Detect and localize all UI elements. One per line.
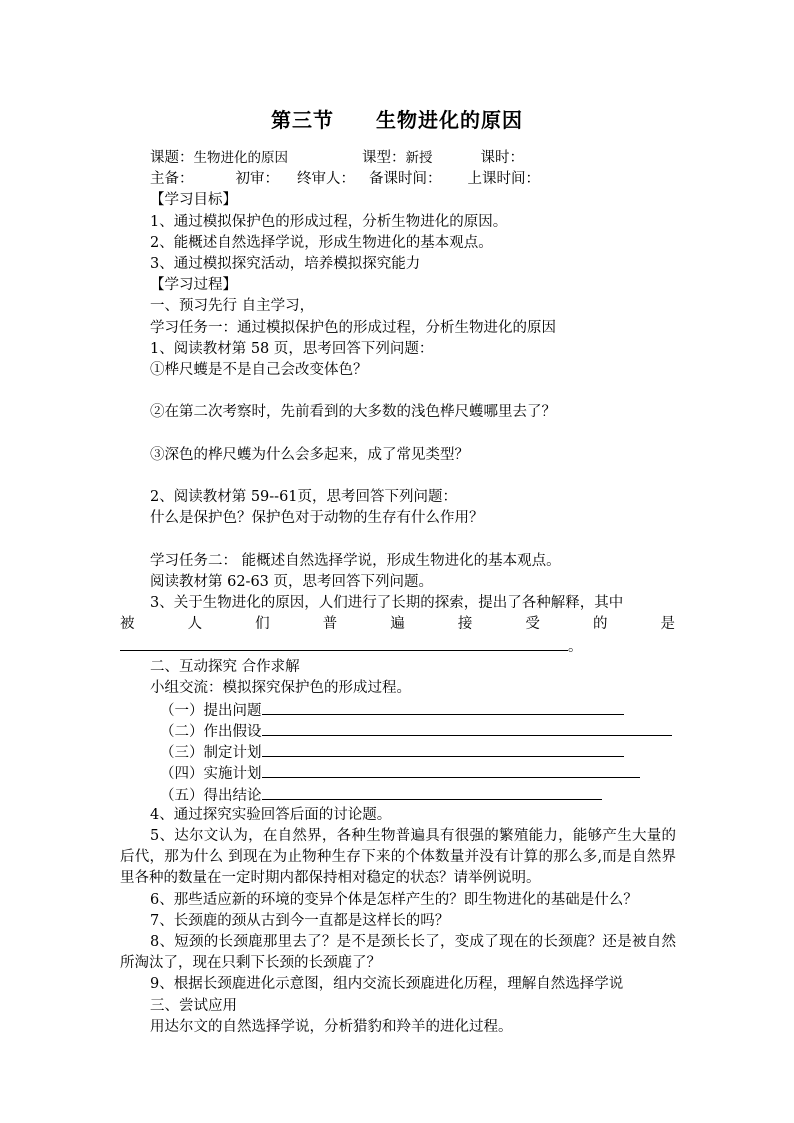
inquiry-step-1 — [120, 699, 680, 720]
read-instruction-1: 1、阅读教材第 58 页，思考回答下列问题： — [150, 340, 434, 357]
step-3-blank[interactable] — [262, 741, 624, 757]
question-evolution-cause: 3、关于生物进化的原因，人们进行了长期的探索，提出了各种解释，其中 — [150, 594, 624, 611]
type-label: 课型： — [362, 150, 406, 166]
class-time-label: 上课时间： — [467, 171, 540, 188]
spread-char: 的 — [592, 616, 608, 633]
question-1: ①桦尺蠖是不是自己会改变体色？ — [150, 361, 368, 378]
topic-label: 课题： — [150, 150, 194, 166]
question-darwin-reproduction: 5、达尔文认为，在自然界，各种生物普遍具有很强的繁殖能力，能够产生大量的后代，那为什么 到现在为止物种生存下来的个体数量并没有计算的那么多,而是自然界里各种的数量在一定时期内都保持相对稳定的状态？请举例说明。 — [120, 828, 676, 887]
preparer-label: 主备： — [150, 171, 194, 188]
question-protective-color: 什么是保护色？保护色对于动物的生存有什么作用？ — [150, 510, 484, 527]
document-body — [120, 148, 680, 1038]
task1: 学习任务一：通过模拟保护色的形成过程，分析生物进化的原因 — [150, 319, 556, 336]
spread-char: 们 — [255, 616, 270, 633]
inquiry-step-4 — [120, 762, 680, 783]
group-discussion: 小组交流：模拟探究保护色的形成过程。 — [150, 679, 411, 696]
answer-blank-row — [120, 635, 680, 656]
answer-blank[interactable] — [120, 635, 568, 651]
step-1-blank[interactable] — [262, 699, 624, 715]
page-title: 第三节 生物进化的原因 — [271, 108, 523, 132]
goal-item-1: 1、通过模拟保护色的形成过程，分析生物进化的原因。 — [150, 213, 508, 230]
step-5-blank[interactable] — [262, 784, 602, 800]
question-2: ②在第二次考察时，先前看到的大多数的浅色桦尺蠖哪里去了？ — [150, 404, 556, 421]
step-label: （二）作出假设 — [160, 724, 262, 741]
question-variation: 6、那些适应新的环境的变异个体是怎样产生的？即生物进化的基础是什么？ — [150, 891, 638, 908]
discussion-intro: 4、通过探究实验回答后面的讨论题。 — [150, 806, 392, 823]
type-value: 新授 — [405, 150, 433, 166]
lesson-header-row — [120, 148, 680, 169]
question-3: ③深色的桦尺蠖为什么会多起来，成了常见类型？ — [150, 446, 469, 463]
question-giraffe-neck: 7、长颈鹿的颈从古到今一直都是这样长的吗？ — [150, 912, 450, 929]
application-task: 用达尔文的自然选择学说，分析猎豹和羚羊的进化过程。 — [150, 1018, 513, 1035]
topic-value: 生物进化的原因 — [193, 150, 288, 166]
spread-char: 是 — [660, 616, 675, 633]
process-heading: 【学习过程】 — [150, 277, 237, 294]
prep-time-label: 备课时间： — [369, 171, 442, 188]
final-review-label: 终审人： — [297, 171, 355, 188]
step-label: （四）实施计划 — [160, 766, 262, 783]
task2: 学习任务二： 能概述自然选择学说，形成生物进化的基本观点。 — [150, 552, 561, 569]
first-review-label: 初审： — [235, 171, 279, 188]
spread-char: 人 — [187, 616, 203, 633]
spread-char: 遍 — [390, 616, 405, 633]
step-label: （三）制定计划 — [160, 745, 262, 762]
goal-item-3: 3、通过模拟探究活动，培养模拟探究能力 — [150, 255, 421, 272]
inquiry-step-3 — [120, 741, 680, 762]
spread-char: 普 — [322, 616, 338, 633]
inquiry-step-2 — [120, 720, 680, 741]
read-instruction-3: 阅读教材第 62-63 页，思考回答下列问题。 — [150, 573, 434, 590]
step-2-blank[interactable] — [262, 720, 672, 736]
section2-heading: 二、互动探究 合作求解 — [150, 658, 300, 675]
inquiry-step-5 — [120, 784, 680, 805]
step-4-blank[interactable] — [262, 762, 640, 778]
step-label: （五）得出结论 — [160, 787, 262, 804]
read-instruction-2: 2、阅读教材第 59--61页，思考回答下列问题： — [150, 489, 458, 505]
period: 。 — [568, 639, 583, 656]
spread-char: 被 — [120, 616, 135, 633]
section3-heading: 三、尝试应用 — [150, 997, 237, 1014]
question-short-neck: 8、短颈的长颈鹿那里去了？是不是颈长长了，变成了现在的长颈鹿？还是被自然所淘汰了，现在只剩下长颈的长颈鹿了？ — [120, 933, 676, 972]
section1-heading: 一、预习先行 自主学习， — [150, 298, 315, 315]
hours-label: 课时： — [480, 150, 524, 166]
staff-row — [120, 169, 680, 190]
step-label: （一）提出问题 — [160, 702, 262, 719]
spread-char: 受 — [525, 616, 540, 633]
question-evolution-cause-spread — [120, 614, 675, 635]
goal-item-2: 2、能概述自然选择学说，形成生物进化的基本观点。 — [150, 234, 493, 251]
question-giraffe-diagram: 9、根据长颈鹿进化示意图，组内交流长颈鹿进化历程，理解自然选择学说 — [150, 976, 624, 993]
goals-heading: 【学习目标】 — [150, 192, 237, 209]
spread-char: 接 — [457, 616, 473, 633]
